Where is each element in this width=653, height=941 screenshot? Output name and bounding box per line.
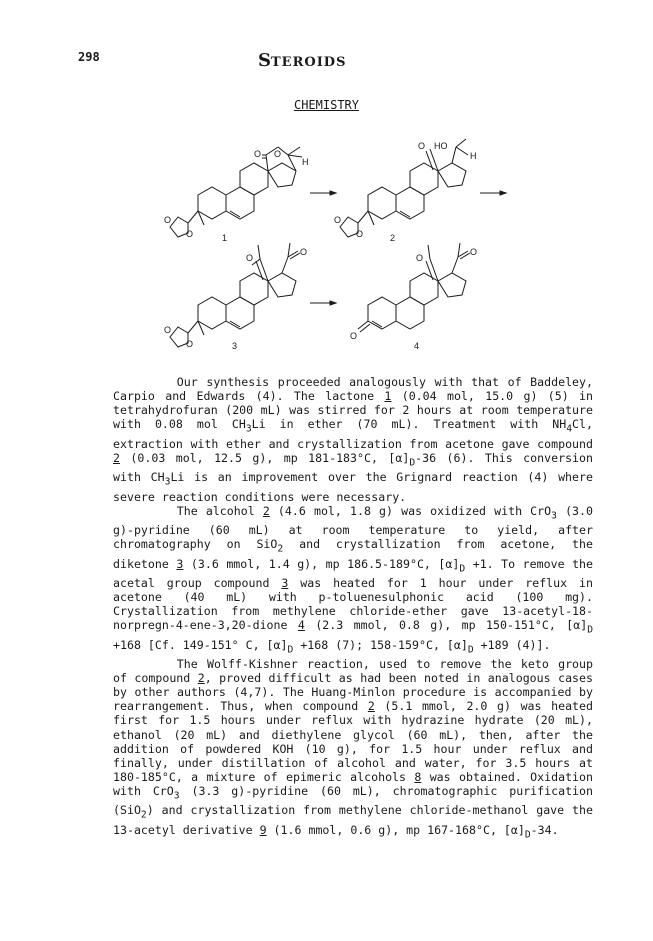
atom-label: O (246, 253, 254, 263)
atom-label: O (418, 141, 426, 151)
atom-label: O (356, 229, 364, 239)
text-run: Li is an improvement over the Grignard reaction (4) where severe reaction conditions were necessary. (113, 470, 593, 504)
compound-reference: 1 (384, 389, 392, 404)
journal-logo-rest: TEROIDS (271, 55, 347, 70)
steroid-structure-1 (170, 147, 302, 237)
atom-label: O (470, 247, 478, 257)
compound-reference: 2 (262, 503, 270, 518)
page-number: 298 (78, 50, 100, 64)
subscript: 2 (277, 543, 284, 555)
compound-number-2: 2 (390, 233, 396, 243)
subscript: 3 (164, 476, 171, 488)
compound-reference: 4 (297, 618, 305, 633)
reaction-scheme (150, 125, 520, 360)
atom-label: O (334, 215, 342, 225)
compound-reference: 2 (197, 671, 205, 686)
text-run: +168 (7); 158-159°C, [α] (293, 637, 468, 652)
journal-logo (258, 50, 346, 71)
text-run: (4.6 mol, 1.8 g) was oxidized with CrO (269, 503, 552, 518)
text-run: (1.6 mmol, 0.6 g), mp 167-168°C, [α] (266, 822, 525, 837)
atom-label: O (164, 215, 172, 225)
steroid-structure-3 (170, 243, 300, 347)
text-run: (2.3 mmol, 0.8 g), mp 150-151°C, [α] (304, 618, 588, 633)
atom-label: O (186, 339, 194, 349)
subscript: 3 (245, 423, 252, 435)
atom-label: HO (434, 141, 448, 151)
atom-label: O (254, 149, 262, 159)
text-run: -36 (6). This conversion with CH (113, 450, 593, 485)
text-run: Cl, extraction with ether and crystallization from acetone gave compound (113, 417, 593, 451)
atom-label: O (274, 149, 282, 159)
subscript: D (587, 624, 594, 636)
text-run: (5.1 mmol, 2.0 g) was heated first for 1.5 hours under reflux with hydrazine hydrate (20 mL), ethanol (20 mL) and diethylene glycol (60 mL), then, after the addition of powdered KOH (10 g), for 1.5 hour under reflux and finally, under distillation of alcohol and water, for 3.5 hours at 180-185°C, a mixture of epimeric alcohols (113, 699, 594, 784)
paragraph-3 (113, 657, 593, 842)
subscript: 4 (566, 423, 573, 435)
text-run: (0.04 mol, 15.0 g) (5) in tetrahydrofuran (200 mL) was stirred for 2 hours at room temperature with 0.08 mol CH (113, 389, 593, 432)
compound-reference: 2 (113, 450, 120, 465)
subscript: 3 (551, 510, 557, 521)
subscript: 2 (140, 809, 147, 821)
atom-label: O (300, 247, 308, 257)
subscript: D (524, 829, 531, 841)
text-run: , proved difficult as had been noted in analogous cases by other authors (4,7). The Huang-Minlon procedure is accompanied by rearrangement. Thus, when compound (113, 671, 593, 714)
subscript: D (467, 644, 474, 655)
compound-reference: 2 (367, 699, 375, 714)
text-run: +168 [Cf. 149-151° C, [α] (113, 637, 288, 652)
text-run: The Wolff-Kishner reaction, used to remove the keto group of compound (113, 657, 593, 686)
text-run: The alcohol (176, 503, 263, 518)
subscript: D (287, 644, 294, 655)
text-run: +189 (4)]. (473, 637, 551, 652)
compound-number-4: 4 (414, 341, 420, 351)
journal-logo-initial: S (258, 50, 271, 71)
steroid-structure-4 (358, 243, 470, 332)
text-run: was obtained. Oxidation with CrO (113, 769, 593, 798)
paragraph-2 (113, 504, 593, 657)
text-run: was heated for 1 hour under reflux in acetone (40 mL) with p-toluenesulphonic acid (100 mg). Crystallization from methylene chloride-ether gave 13-acetyl-18-norpregn-4-ene-3,20-dione (113, 576, 593, 633)
text-run: Our synthesis proceeded analogously with that of Baddeley, Carpio and Edwards (4). The lactone (113, 375, 593, 404)
section-title: CHEMISTRY (293, 98, 360, 112)
atom-label: H (302, 157, 309, 167)
atom-label: O (350, 331, 358, 341)
text-run: (0.03 mol, 12.5 g), mp 181-183°C, [α] (119, 450, 410, 465)
subscript: D (409, 457, 416, 469)
text-run: +1. To remove the acetal group compound (113, 556, 594, 590)
compound-reference: 9 (259, 822, 267, 837)
text-run: (3.0 g)-pyridine (60 mL) at room temperature to yield, after chromatography on SiO (113, 503, 593, 552)
text-run: -34. (530, 822, 559, 837)
subscript: 3 (173, 790, 180, 802)
compound-number-3: 3 (232, 341, 238, 351)
paragraph-1 (113, 375, 593, 504)
text-run: (3.3 g)-pyridine (60 mL), chromatographic purification (SiO (113, 783, 593, 818)
text-run: ) and crystallization from methylene chloride-methanol gave the 13-acetyl derivative (113, 803, 593, 837)
text-run: and crystallization from acetone, the diketone (113, 537, 593, 571)
atom-label: H (470, 151, 477, 161)
compound-reference: 3 (176, 556, 184, 571)
reaction-scheme-drawing (150, 125, 520, 360)
text-run: (3.6 mmol, 1.4 g), mp 186.5-189°C, [α] (183, 556, 460, 571)
compound-number-1: 1 (222, 233, 228, 243)
text-run: Li in ether (70 mL). Treatment with NH (251, 417, 567, 432)
atom-label: O (416, 253, 424, 263)
body-text (113, 375, 593, 842)
atom-label: O (186, 229, 194, 239)
compound-reference: 8 (414, 769, 422, 784)
steroid-structure-2 (340, 139, 468, 237)
atom-label: O (164, 325, 172, 335)
compound-reference: 3 (281, 576, 289, 590)
subscript: D (459, 562, 466, 574)
